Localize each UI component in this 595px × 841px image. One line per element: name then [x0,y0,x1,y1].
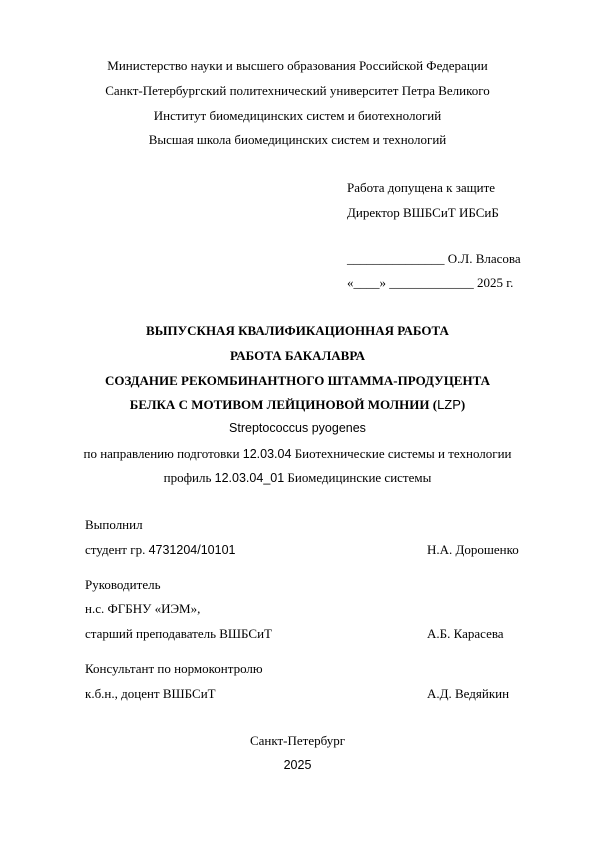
thesis-title-line2-main: БЕЛКА С МОТИВОМ ЛЕЙЦИНОВОЙ МОЛНИИ ( [129,397,438,412]
direction-code: 12.03.04 [242,447,292,461]
profile-code: 12.03.04_01 [214,471,285,485]
degree-title: РАБОТА БАКАЛАВРА [230,348,365,363]
group-number: 4731204/10101 [148,543,236,557]
approval-date-line: «____» _____________ 2025 г. [347,275,514,290]
consultant-name: А.Д. Ведяйкин [427,686,510,701]
school-line: Высшая школа биомедицинских систем и технологий [148,132,447,147]
university-line: Санкт-Петербургский политехнический университет Петра Великого [105,83,490,98]
student-name: Н.А. Дорошенко [427,542,519,557]
lzp-abbreviation: LZP [437,397,461,412]
director-signature-line: _______________ О.Л. Власова [347,251,521,266]
student-group-line [85,542,235,558]
consultant-label: Консультант по нормоконтролю [85,661,263,676]
performer-label: Выполнил [85,517,143,532]
approval-text: Работа допущена к защите [347,180,496,195]
student-prefix: студент гр. [85,542,149,557]
thesis-title-line2-close: ) [460,397,466,412]
profile-suffix: Биомедицинские системы [284,470,432,485]
consultant-position: к.б.н., доцент ВШБСиТ [85,686,216,701]
supervisor-name: А.Б. Карасева [427,626,504,641]
profile-line [0,470,595,486]
direction-line [0,446,595,462]
profile-prefix: профиль [163,470,215,485]
supervisor-position-2: старший преподаватель ВШБСиТ [85,626,272,641]
supervisor-label: Руководитель [85,577,161,592]
ministry-line: Министерство науки и высшего образования Российской Федерации [107,58,488,73]
city: Санкт-Петербург [249,733,346,748]
thesis-title-line2 [0,397,595,413]
director-text: Директор ВШБСиТ ИБСиБ [347,205,499,220]
year: 2025 [283,758,312,772]
work-type-title: ВЫПУСКНАЯ КВАЛИФИКАЦИОННАЯ РАБОТА [146,323,449,338]
direction-suffix: Биотехнические системы и технологии [291,446,512,461]
thesis-title-line1: СОЗДАНИЕ РЕКОМБИНАНТНОГО ШТАММА-ПРОДУЦЕНТА [105,373,490,388]
organism-name: Streptococcus pyogenes [229,421,366,435]
direction-prefix: по направлению подготовки [83,446,243,461]
supervisor-position-1: н.с. ФГБНУ «ИЭМ», [85,601,201,616]
institute-line: Институт биомедицинских систем и биотехнологий [153,108,442,123]
